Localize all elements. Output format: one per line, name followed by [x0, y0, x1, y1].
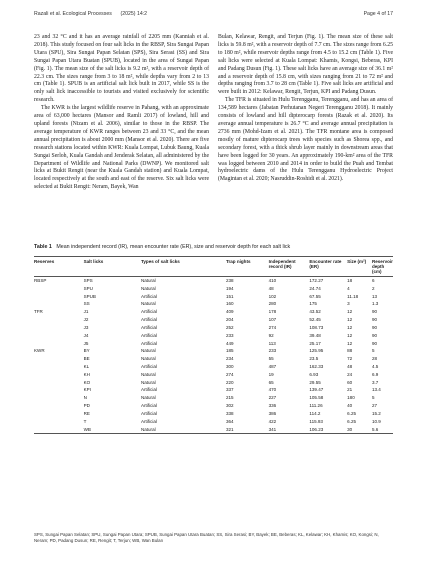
- table-row: [34, 394, 393, 402]
- table-footnote: SPS, Sungai Papan Selatan; SPU, Sungai Papan Utara; SPUB, Sungai Papan Utara Buatan; SS, Sira Serasi; BY, Bayek; BE, Beberas; KL, Kelawar; KH, Khamis; KO, Kongsi; N, Neram; PD, Padang Dusun; RE, Rengit; T, Terjun; WB, Wan Bulan: [34, 532, 379, 543]
- table-cell: 24.74: [309, 285, 321, 291]
- table-cell: 12: [347, 317, 353, 323]
- table-cell: 12: [347, 309, 353, 315]
- table-cell: T: [83, 418, 87, 424]
- table-cell: 139.47: [309, 387, 324, 393]
- table-cell: 65: [268, 379, 274, 385]
- table-cell: BY: [83, 348, 90, 354]
- table-cell: KWR: [34, 348, 45, 354]
- journal-name: Razali et al. Ecological Processes: [34, 11, 112, 17]
- table-cell: 151: [225, 293, 234, 299]
- table-row: [34, 300, 393, 308]
- table-cell: Artificial: [140, 418, 157, 424]
- table-cell: 321: [225, 426, 234, 432]
- table-row: [34, 293, 393, 301]
- table-header-row: [34, 257, 393, 277]
- table-cell: 410: [268, 277, 277, 283]
- page-number: Page 4 of 17: [363, 11, 393, 17]
- table-cell: N: [83, 395, 87, 401]
- column-header: Trap nights: [225, 258, 251, 264]
- table-cell: 238: [225, 277, 234, 283]
- table-cell: 24: [347, 371, 353, 377]
- table-cell: 28: [371, 356, 378, 362]
- table-row: [34, 410, 393, 418]
- table-cell: 220: [225, 379, 234, 385]
- table-cell: RE: [83, 410, 90, 416]
- table-cell: [34, 285, 84, 293]
- table-cell: 364: [225, 418, 234, 424]
- table-cell: 125.95: [309, 348, 324, 354]
- table-cell: 5.6: [371, 426, 379, 432]
- table-cell: 106.23: [309, 426, 324, 432]
- table-cell: 107: [268, 317, 277, 323]
- table-cell: TFR: [34, 309, 43, 315]
- table-cell: 114.2: [309, 410, 321, 416]
- table-row: [34, 332, 393, 340]
- paragraph: Bulan, Kelawar, Rengit, and Terjun (Fig. 1). The mean size of these salt licks is 59.8 m², with a reservoir depth of 7.7 cm. The sizes range from 6.25 to 180 m², while reservoir depths range from 4.5 to 15.2 cm (Table 1). Five salt licks were selected at Kuala Lompat: Khamis, Kongsi, Beberas, KPI and Padang Dusun (Fig. 1). These salt licks have an average size of 36.1 m² and a reservoir depth of 15.8 cm, with sizes ranging from 21 to 72 m² and depths ranging from 3.7 to 28 cm (Table 1). Five salt licks are artificial and were built in 2012: Kelawar, Rengit, Terjun, KPI and Padang Dusun.: [218, 34, 393, 96]
- table-cell: 40: [347, 403, 353, 409]
- table-cell: 92: [268, 332, 274, 338]
- table-row: [34, 308, 393, 316]
- table-cell: Natural: [140, 371, 156, 377]
- table-cell: Natural: [140, 301, 156, 307]
- table-cell: SS: [83, 301, 90, 307]
- table-cell: [34, 410, 84, 418]
- table-cell: 23.5: [309, 356, 319, 362]
- table-row: [34, 347, 393, 355]
- table-cell: 52.45: [309, 317, 321, 323]
- table-cell: 105.58: [309, 395, 324, 401]
- table-cell: 108.73: [309, 324, 324, 330]
- table-cell: 72: [347, 356, 353, 362]
- table-cell: 215: [225, 395, 234, 401]
- table-cell: [34, 355, 84, 363]
- table-cell: 194: [225, 285, 234, 291]
- table-cell: [34, 426, 84, 434]
- table-cell: J3: [83, 324, 89, 330]
- table-cell: 172.27: [309, 277, 324, 283]
- table-caption-text: Mean independent record (IR), mean encounter rate (ER), size and reservoir depth for each salt lick: [56, 244, 291, 250]
- table-cell: 6.25: [347, 418, 357, 424]
- table-cell: 178: [268, 309, 277, 315]
- table-cell: [34, 332, 84, 340]
- table-cell: 175: [309, 301, 317, 307]
- table-cell: 3.7: [371, 379, 379, 385]
- table-cell: Natural: [140, 356, 156, 362]
- table-cell: Natural: [140, 277, 156, 283]
- table-cell: 43.52: [309, 309, 321, 315]
- table-cell: SPU: [83, 285, 93, 291]
- table-cell: 29.55: [309, 379, 321, 385]
- table-cell: [34, 418, 84, 426]
- table-cell: Natural: [140, 426, 156, 432]
- table-cell: 11.18: [347, 293, 359, 299]
- table-cell: 341: [268, 426, 277, 432]
- table-cell: 470: [268, 387, 277, 393]
- table-cell: 18: [347, 277, 353, 283]
- table-cell: 337: [225, 387, 234, 393]
- table-cell: SPUB: [83, 293, 96, 299]
- table-cell: 5: [371, 395, 375, 401]
- table-cell: RBSP: [34, 277, 47, 283]
- table-cell: 27: [371, 403, 378, 409]
- table-cell: 487: [268, 364, 277, 369]
- table-cell: 67.55: [309, 293, 321, 299]
- table-cell: 90: [371, 324, 378, 330]
- table-cell: 102: [268, 293, 277, 299]
- table-cell: [34, 340, 84, 348]
- salt-lick-table: [34, 256, 393, 434]
- table-cell: 12: [347, 340, 353, 346]
- table-cell: 48: [268, 285, 274, 291]
- table-cell: 6.9: [371, 371, 379, 377]
- column-header: Size (m²): [347, 258, 367, 264]
- table-cell: Artificial: [140, 324, 157, 330]
- table-cell: 234: [225, 356, 234, 362]
- table-label: Table 1: [34, 244, 52, 250]
- left-column: [34, 34, 209, 192]
- table-cell: 60: [347, 379, 353, 385]
- table-cell: 30: [347, 426, 353, 432]
- table-cell: Artificial: [140, 403, 157, 409]
- column-header: Reserves: [34, 258, 55, 264]
- paragraph: 23 and 32 °C and it has an average rainfall of 2205 mm (Kanniah et al. 2018). This study focused on four salt licks in the RBSP, Sira Sungai Papan Utara (SPU), Sira Sungai Papan Selatan (SPS), Sira Serasi (SS) and Sira Sungai Papan Utara Buatan (SPUB), located in the area of Sungai Papan (Fig. 1). The mean size of the salt licks is 9.2 m², with a reservoir depth of 22.3 cm. The sizes range from 3 to 18 m², while depths vary from 2 to 13 cm (Table 1). SPUB is an artificial salt lick built in 2017, while SS is the only salt lick inaccessible to tourists and visited exclusively for scientific research.: [34, 34, 209, 104]
- table-cell: Artificial: [140, 364, 157, 369]
- table-cell: KL: [83, 364, 90, 369]
- running-header: [34, 11, 393, 21]
- table-cell: SPS: [83, 277, 93, 283]
- table-row: [34, 426, 393, 434]
- table-row: [34, 363, 393, 371]
- table-row: [34, 316, 393, 324]
- table-cell: [34, 394, 84, 402]
- table-cell: 160: [225, 301, 234, 307]
- table-cell: [34, 363, 84, 371]
- table-row: [34, 402, 393, 410]
- table-cell: 113: [268, 340, 276, 346]
- table-cell: 5: [371, 348, 375, 354]
- table-cell: [34, 386, 84, 394]
- table-cell: 336: [268, 403, 277, 409]
- running-title: [34, 11, 147, 17]
- table-row: [34, 418, 393, 426]
- table-cell: 302: [225, 403, 234, 409]
- table-cell: 12: [347, 332, 353, 338]
- table-cell: [34, 379, 84, 387]
- table-cell: [34, 371, 84, 379]
- paragraph: The TFR is situated in Hulu Terengganu, Terengganu, and has an area of 134,589 hectares (Jabatan Perhutanan Negeri Terengganu 2018). It mainly consists of lowland and hill dipterocarp forests (Razak et al. 2020). Its average annual temperature is 26.7 °C and average annual precipitation is 2736 mm (Mohd-Izam et al. 2021). The TFR montane area is composed mostly of mature dipterocarp trees with species such as Shorea spp., and secondary forest, with a thick shrub layer mainly in downstream areas that have been logged for 30 years. An approximately 190-km² area of the TFR was logged between 2010 and 2014 in order to build the Puah and Tembat hydroelectric dams of the Hulu Terengganu Hydroelectric Project (Magintan et al. 2020; Nasruddin-Roshidi et al. 2021).: [218, 97, 393, 183]
- table-cell: 90: [371, 332, 378, 338]
- table-cell: 21: [347, 387, 353, 393]
- table-cell: 15.2: [371, 410, 381, 416]
- table-cell: Natural: [140, 348, 156, 354]
- table-cell: [34, 402, 84, 410]
- column-header: Independent record (IR): [268, 258, 296, 269]
- table-cell: J4: [83, 332, 89, 338]
- table-cell: KH: [83, 371, 90, 377]
- table-row: [34, 340, 393, 348]
- table-cell: 19: [268, 371, 274, 377]
- table-cell: Artificial: [140, 387, 157, 393]
- table-cell: WB: [83, 426, 91, 432]
- table-cell: 227: [268, 395, 277, 401]
- table-row: [34, 371, 393, 379]
- table-cell: [34, 324, 84, 332]
- table-cell: 55: [268, 356, 274, 362]
- paragraph: The KWR is the largest wildlife reserve in Pahang, with an approximate area of 63,000 hectares (Mansor and Ramli 2017) of lowland, hill and upland forests (Nizam et al. 2006), similar to those in the RBSP. The average temperature of KWR ranges between 23 and 33 °C, and the mean annual precipitation is about 2000 mm (Mansor et al. 2020). There are five research stations located within KWR: Kuala Lompat, Lubuk Baung, Kuala Sungai Serloh, Kuala Gandah and Jenderak Selatan, all administered by the Department of Wildlife and National Parks (DWNP). We monitored salt licks at Bukit Rengit (near the Kuala Gandah station) and Kuala Lompat, located respectively at the south and east of the reserve. Six salt licks were selected at Bukit Rengit: Neram, Bayek, Wan: [34, 105, 209, 191]
- column-header: Reservoir depth (cm): [371, 258, 393, 275]
- table-row: [34, 285, 393, 293]
- table-cell: 48: [347, 364, 353, 369]
- table-cell: Natural: [140, 395, 156, 401]
- table-body: [34, 276, 393, 434]
- table-cell: Artificial: [140, 317, 157, 323]
- table-cell: 386: [268, 410, 277, 416]
- table-cell: Artificial: [140, 293, 157, 299]
- table-cell: Natural: [140, 285, 156, 291]
- table-cell: 6.25: [347, 410, 357, 416]
- table-cell: Natural: [140, 379, 156, 385]
- table-cell: 180: [347, 395, 355, 401]
- table-cell: J1: [83, 309, 89, 315]
- table-cell: 449: [225, 340, 234, 346]
- table-cell: 90: [371, 317, 378, 323]
- table-cell: 3: [347, 301, 350, 307]
- column-header: Types of salt licks: [140, 258, 180, 264]
- table-cell: Artificial: [140, 340, 157, 346]
- table-cell: 338: [225, 410, 234, 416]
- table-row: [34, 379, 393, 387]
- table-cell: 252: [225, 324, 234, 330]
- table-cell: 90: [371, 340, 378, 346]
- year-volume: (2025) 14:2: [120, 11, 148, 17]
- table-cell: 233: [268, 348, 277, 354]
- table-cell: Artificial: [140, 410, 157, 416]
- table-row: [34, 355, 393, 363]
- table-cell: 162.33: [309, 364, 324, 369]
- table-cell: 88: [347, 348, 353, 354]
- table-cell: 6.93: [309, 371, 319, 377]
- table-cell: 409: [225, 309, 234, 315]
- table-cell: 185: [225, 348, 234, 354]
- table-cell: 280: [268, 301, 277, 307]
- table-cell: 90: [371, 309, 378, 315]
- table-cell: 111.26: [309, 403, 323, 409]
- table-cell: J2: [83, 317, 89, 323]
- table-cell: 13.4: [371, 387, 381, 393]
- table-caption: [34, 244, 393, 250]
- table-cell: 13: [371, 293, 378, 299]
- table-cell: 274: [268, 324, 277, 330]
- table-cell: Artificial: [140, 332, 157, 338]
- table-cell: 12: [347, 324, 353, 330]
- table-cell: 10.9: [371, 418, 381, 424]
- table-cell: 1.3: [371, 301, 379, 307]
- table-cell: [34, 300, 84, 308]
- table-cell: 274: [225, 371, 234, 377]
- column-header: Salt licks: [83, 258, 104, 264]
- table-cell: 4: [347, 285, 350, 291]
- right-column: [218, 34, 393, 184]
- table-cell: 39.48: [309, 332, 321, 338]
- table-cell: KO: [83, 379, 91, 385]
- table-cell: KPI: [83, 387, 91, 393]
- table-cell: 115.93: [309, 418, 323, 424]
- table-cell: 233: [225, 332, 234, 338]
- table-cell: [34, 316, 84, 324]
- table-cell: [34, 293, 84, 301]
- table-cell: J5: [83, 340, 89, 346]
- column-header: Encounter rate (ER): [309, 258, 342, 269]
- table-cell: 6: [371, 277, 375, 283]
- table-row: [34, 276, 393, 284]
- table-cell: 2: [371, 285, 375, 291]
- table-cell: PD: [83, 403, 90, 409]
- table-cell: 300: [225, 364, 234, 369]
- table-cell: Artificial: [140, 309, 157, 315]
- table-cell: 422: [268, 418, 277, 424]
- table-row: [34, 386, 393, 394]
- table-cell: BE: [83, 356, 90, 362]
- table-cell: 4.5: [371, 364, 379, 369]
- table-cell: 204: [225, 317, 234, 323]
- table-cell: 25.17: [309, 340, 321, 346]
- table-row: [34, 324, 393, 332]
